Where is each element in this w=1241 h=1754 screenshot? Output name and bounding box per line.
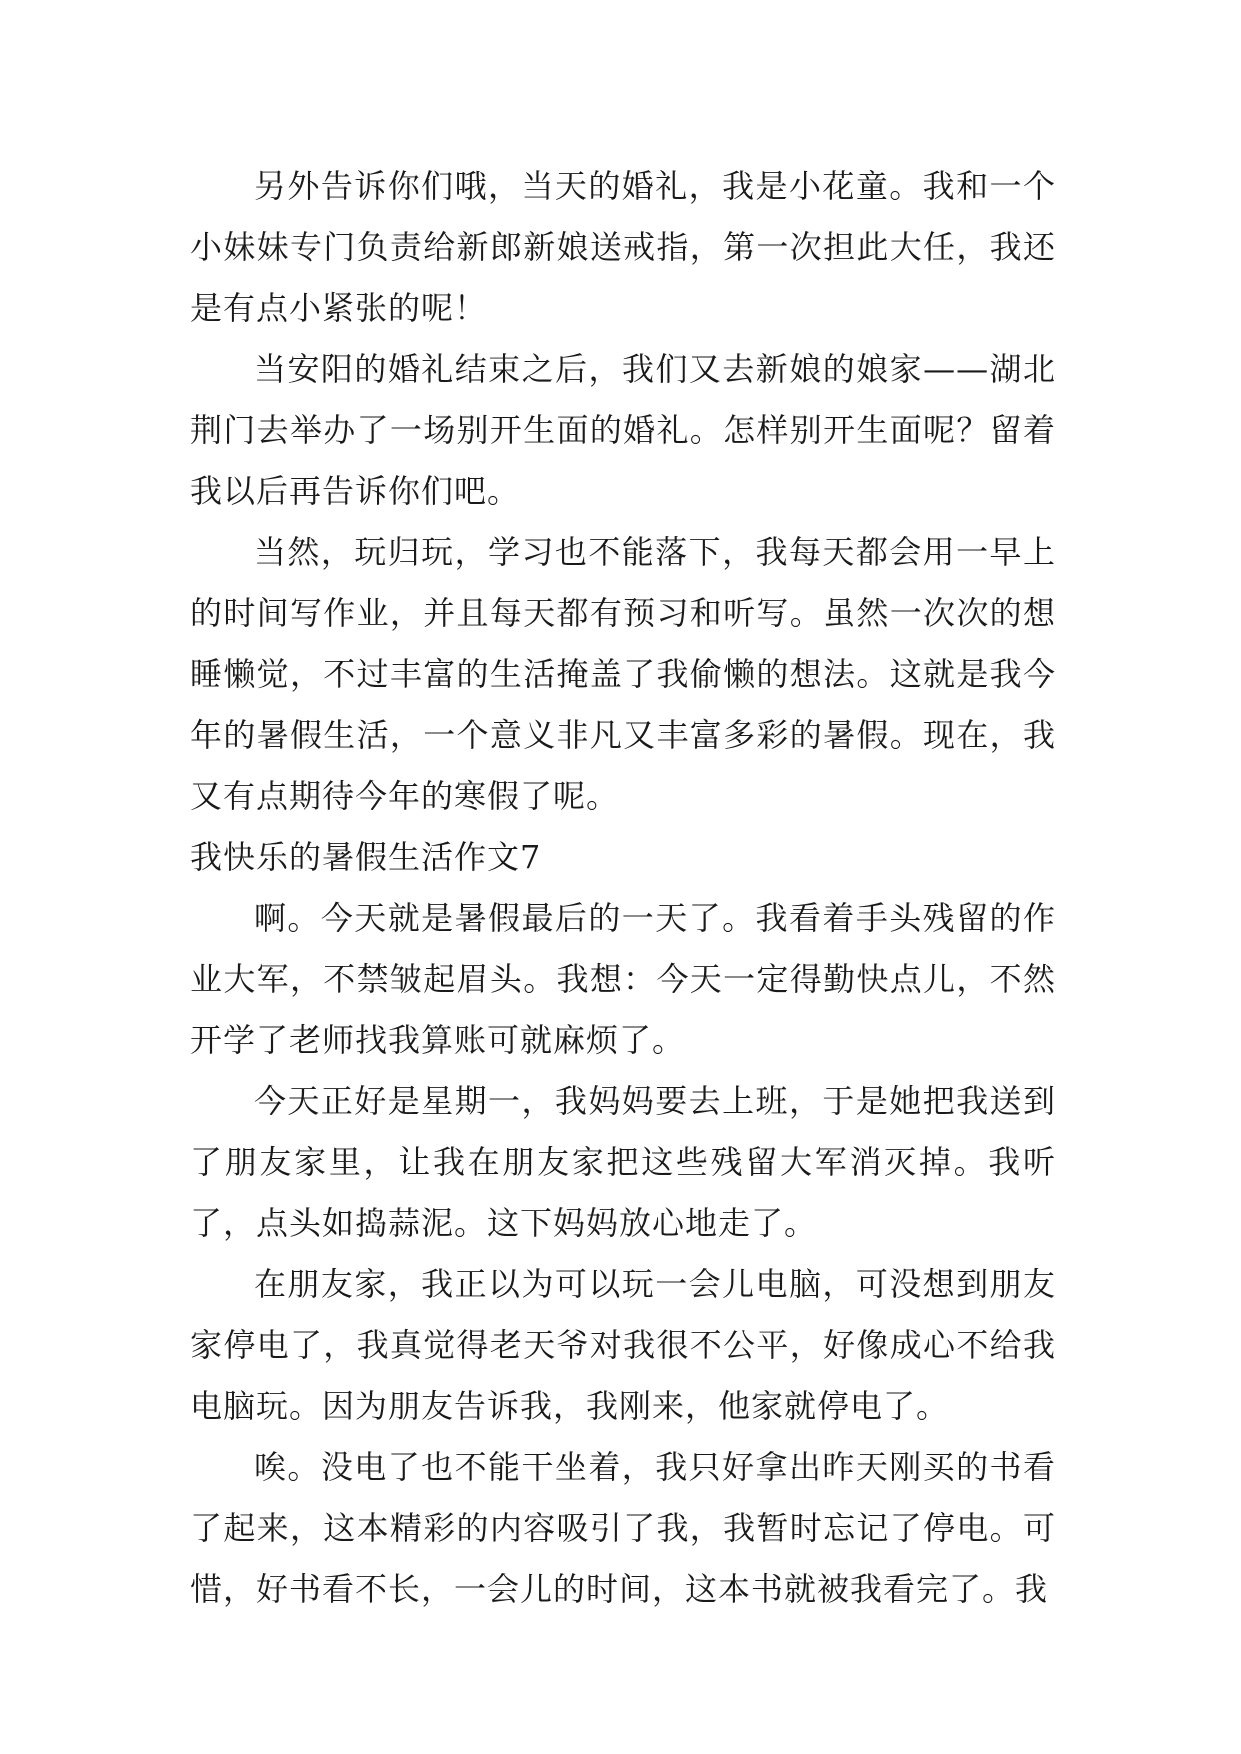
paragraph: 今天正好是星期一，我妈妈要去上班，于是她把我送到了朋友家里，让我在朋友家把这些残留大军消灭掉。我听了，点头如捣蒜泥。这下妈妈放心地走了。 bbox=[190, 1082, 1056, 1242]
paragraph: 唉。没电了也不能干坐着，我只好拿出昨天刚买的书看了起来，这本精彩的内容吸引了我，我暂时忘记了停电。可惜，好书看不长，一会儿的时间，这本书就被我看完了。我 bbox=[190, 1448, 1056, 1608]
paragraph: 在朋友家，我正以为可以玩一会儿电脑，可没想到朋友家停电了，我真觉得老天爷对我很不公平，好像成心不给我电脑玩。因为朋友告诉我，我刚来，他家就停电了。 bbox=[190, 1265, 1056, 1425]
paragraph: 当安阳的婚礼结束之后，我们又去新娘的娘家——湖北荆门去举办了一场别开生面的婚礼。怎样别开生面呢？留着我以后再告诉你们吧。 bbox=[190, 350, 1056, 510]
document-body bbox=[190, 156, 1056, 1620]
paragraph: 另外告诉你们哦，当天的婚礼，我是小花童。我和一个小妹妹专门负责给新郎新娘送戒指，第一次担此大任，我还是有点小紧张的呢！ bbox=[190, 167, 1056, 327]
section-heading: 我快乐的暑假生活作文7 bbox=[190, 838, 542, 876]
paragraph: 啊。今天就是暑假最后的一天了。我看着手头残留的作业大军，不禁皱起眉头。我想：今天一定得勤快点儿，不然开学了老师找我算账可就麻烦了。 bbox=[190, 899, 1056, 1059]
paragraph: 当然，玩归玩，学习也不能落下，我每天都会用一早上的时间写作业，并且每天都有预习和听写。虽然一次次的想睡懒觉，不过丰富的生活掩盖了我偷懒的想法。这就是我今年的暑假生活，一个意义非凡又丰富多彩的暑假。现在，我又有点期待今年的寒假了呢。 bbox=[190, 533, 1056, 815]
